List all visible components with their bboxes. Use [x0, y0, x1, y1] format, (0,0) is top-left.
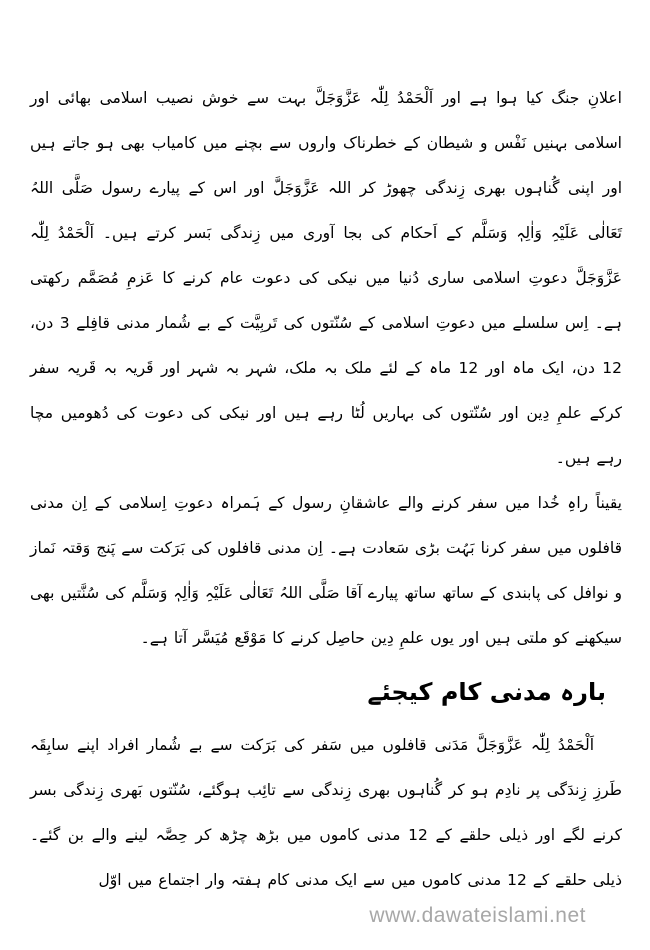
section-heading: بارہ مدنی کام کیجئے — [367, 678, 606, 706]
paragraph-1: اعلانِ جنگ کیا ہوا ہے اور اَلْحَمْدُ لِلّٰہ عَزَّوَجَلَّ بہت سے خوش نصیب اسلامی بھائی اور اسلامی بہنیں نَفْس و شیطان کے خطرناک واروں سے بچنے میں کامیاب بھی ہو جاتے ہیں اور اپنی گُناہوں بھری زِندگی چھوڑ کر اللہ عَزَّوَجَلَّ اور اس کے پیارے رسول صَلَّی اللہُ تَعَالٰی عَلَیْہِ وَاٰلِہٖ وَسَلَّم کے اَحکام کی بجا آوری میں زِندگی بَسر کرتے ہیں۔ اَلْحَمْدُ لِلّٰہ عَزَّوَجَلَّ دعوتِ اسلامی ساری دُنیا میں نیکی کی دعوت عام کرنے کا عَزمِ مُصَمَّم رکھتی ہے۔ اِس سلسلے میں دعوتِ اسلامی کے سُنّتوں کی تَربِیَّت کے بے شُمار مدنی قافِلے 3 دن، 12 دن، ایک ماہ اور 12 ماہ کے لئے ملک بہ ملک، شہر بہ شہر اور قَریہ بہ قَریہ سفر کرکے علمِ دِین اور سُنّتوں کی بہاریں لُٹا رہے ہیں اور نیکی کی دعوت کی دُھومیں مچا رہے ہیں۔ — [30, 89, 622, 467]
footer-url: www.dawateislami.net — [369, 904, 586, 927]
footer — [369, 904, 586, 928]
paragraph-3: اَلْحَمْدُ لِلّٰہ عَزَّوَجَلَّ مَدَنی قافلوں میں سَفر کی بَرَکت سے بے شُمار افراد اپنے سابِقَہ طَرزِ زِندَگی پر نادِم ہو کر گُناہوں بھری زِندگی سے تائِب ہوگئے، سُنّتوں بَھری زِندگی بسر کرنے لگے اور ذیلی حلقے کے 12 مدنی کاموں میں بڑھ چڑھ کر حِصَّہ لینے والے بن گئے۔ ذیلی حلقے کے 12 مدنی کاموں میں سے ایک مدنی کام ہفتہ وار اجتماع میں اوّل — [30, 736, 622, 889]
paragraph-2: یقیناً راہِ خُدا میں سفر کرنے والے عاشقانِ رسول کے ہَمراہ دعوتِ اِسلامی کے اِن مدنی قافلوں میں سفر کرنا بَہُت بڑی سَعادت ہے۔ اِن مدنی قافلوں کی بَرَکت سے پَنج وَقتہ نَماز و نوافل کی پابندی کے ساتھ ساتھ پیارے آقا صَلَّی اللہُ تَعَالٰی عَلَیْہِ وَاٰلِہٖ وَسَلَّم کی سُنَّتیں بھی سیکھنے کو ملتی ہیں اور یوں علمِ دِین حاصِل کرنے کا مَوْقَع مُیَسَّر آتا ہے۔ — [30, 494, 622, 647]
page-content — [30, 76, 622, 903]
